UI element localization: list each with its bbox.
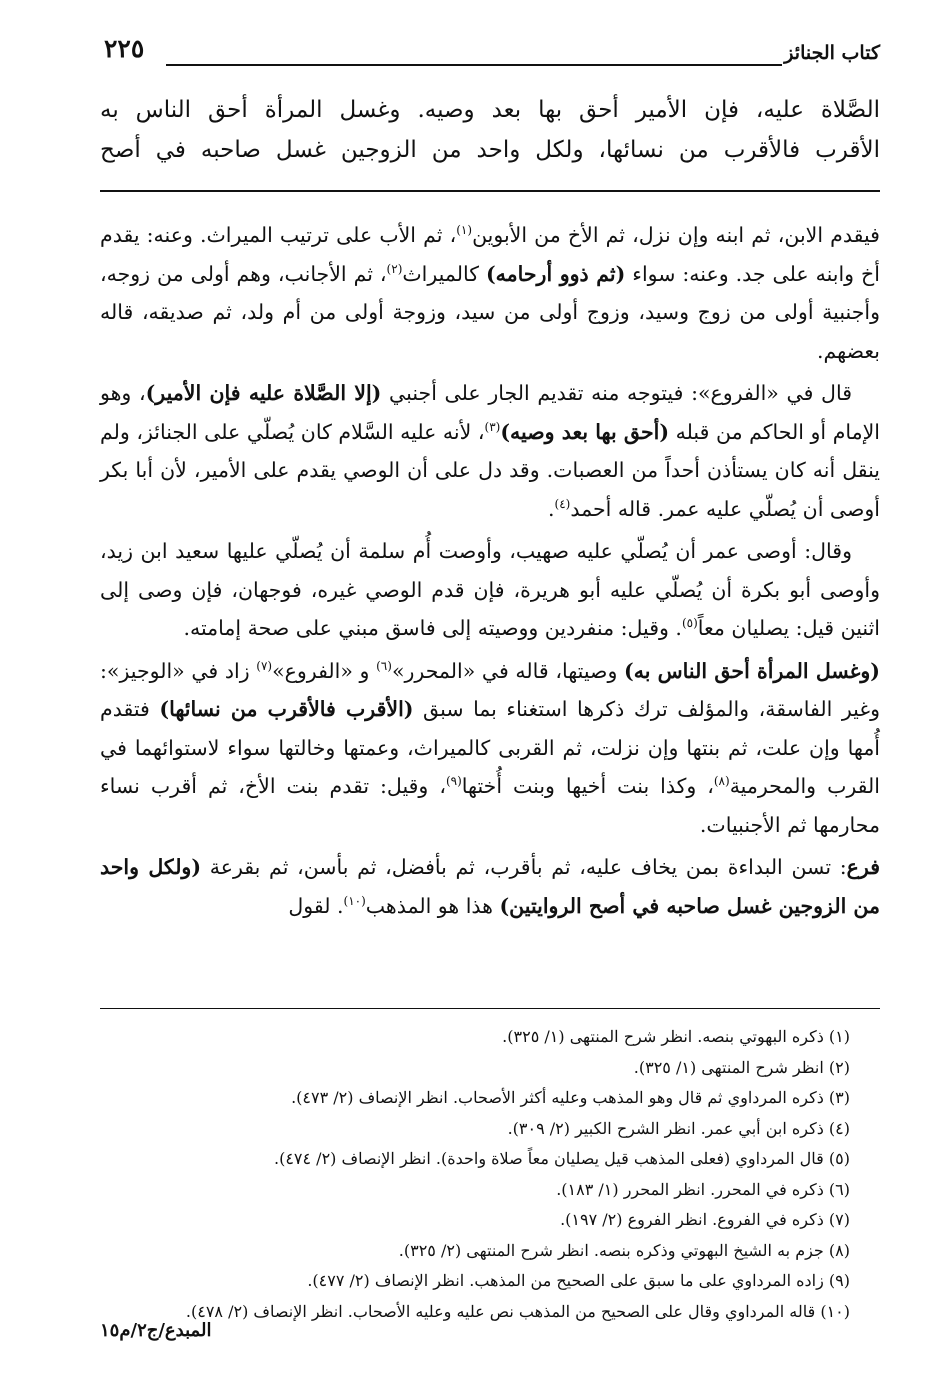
text-run: كالميراث xyxy=(402,261,486,286)
quoted-matn: (أحق بها بعد وصيه) xyxy=(500,419,670,444)
footnote-ref: (٨) xyxy=(713,774,730,789)
quoted-matn: (الأقرب فالأقرب من نسائها) xyxy=(159,697,414,721)
footnote: (٦) ذكره في المحرر. انظر المحرر (١/ ١٨٣). xyxy=(556,1179,850,1199)
footnote-ref: (١٠) xyxy=(343,893,366,908)
section-label: فرع xyxy=(846,855,880,879)
text-run: . xyxy=(547,496,555,521)
footnote: (٨) جزم به الشيخ البهوتي وذكره بنصه. انظر شرح المنتهى (٢/ ٣٢٥). xyxy=(398,1240,850,1260)
footnote: (٧) ذكره في الفروع. انظر الفروع (٢/ ١٩٧). xyxy=(560,1210,850,1229)
main-text-line: الأقرب فالأقرب من نسائها، ولكل واحد من الزوجين غسل صاحبه في أصح xyxy=(100,137,880,163)
footnote: (١٠) قاله المرداوي وقال على الصحيح من المذهب نص عليه وعليه الأصحاب. انظر الإنصاف (٢/ ٤٧٨). xyxy=(185,1301,850,1321)
commentary-paragraph xyxy=(100,532,880,648)
footnote: (٤) ذكره ابن أبي عمر. انظر الشرح الكبير (٢/ ٣٠٩). xyxy=(507,1118,850,1138)
footnote-ref: (٦) xyxy=(376,658,392,673)
quoted-matn: (ثم ذوو أرحامه) xyxy=(485,261,626,286)
footnote: (١) ذكره البهوتي بنصه. انظر شرح المنتهى (١/ ٣٢٥). xyxy=(502,1027,850,1046)
text-run: وصيتها، قاله في «المحرر» xyxy=(391,658,624,683)
text-run: فيقدم الابن، ثم ابنه وإن نزل، ثم الأخ من الأبوين xyxy=(472,223,880,247)
footnote: (٩) زاده المرداوي على ما سبق على الصحيح من المذهب. انظر الإنصاف (٢/ ٤٧٧). xyxy=(307,1271,850,1290)
page-number: ٢٢٥ xyxy=(104,34,145,63)
text-run: ، وكذا بنت أخيها وبنت أُختها xyxy=(461,774,714,798)
commentary-paragraph xyxy=(100,848,880,925)
quoted-matn: (وغسل المرأة أحق الناس به) xyxy=(624,658,880,683)
commentary-paragraph xyxy=(100,216,880,370)
book-title: كتاب الجنائز xyxy=(784,42,880,64)
book-page xyxy=(100,30,880,1350)
text-run: ، ثم الأب على ترتيب الميراث. وعنه: يقدم أخ وابنه على جد. وعنه: سواء xyxy=(100,223,880,286)
text-run: . وقيل: منفردين ووصيته إلى فاسق مبني على صحة إمامته. xyxy=(183,616,682,640)
footnote-ref: (١) xyxy=(456,223,473,238)
text-run: هذا هو المذهب xyxy=(365,893,500,918)
main-text-divider xyxy=(100,190,880,192)
footnote: (٢) انظر شرح المنتهى (١/ ٣٢٥). xyxy=(633,1057,850,1077)
footnote-divider xyxy=(100,1008,880,1009)
text-run: ، ثم الأجانب، وهم أولى من زوجه، وأجنبية أولى من زوج وسيد، وزوج أولى من سيد، وزوجة أولى من أم ولد، ثم صديقه، قاله بعضهم. xyxy=(100,261,880,363)
text-run: . لقول xyxy=(288,893,344,918)
commentary xyxy=(100,216,880,929)
footnote-ref: (٩) xyxy=(445,774,462,789)
text-run: ، وهو الإمام أو الحاكم من قبله xyxy=(100,381,881,444)
commentary-paragraph xyxy=(100,374,880,528)
footnote-ref: (٤) xyxy=(554,496,571,511)
header-rule xyxy=(166,64,782,66)
footnote-ref: (٥) xyxy=(681,616,698,631)
main-text-line: الصَّلاة عليه، فإن الأمير أحق بها بعد وصيه. وغسل المرأة أحق الناس به xyxy=(100,97,880,123)
quoted-matn: (ولكل واحد من الزوجين غسل صاحبه في أصح الروايتين) xyxy=(100,855,880,918)
footnote-ref: (٢) xyxy=(386,261,403,276)
text-run: : تسن البداءة بمن يخاف عليه، ثم بأقرب، ثم بأفضل، ثم بأسن، ثم بقرعة xyxy=(201,855,847,879)
footnote-ref: (٧) xyxy=(256,658,273,673)
commentary-paragraph xyxy=(100,652,880,845)
main-text xyxy=(100,90,880,170)
text-run: ، لأنه عليه السَّلام كان يُصلّي على الجنائز، ولم ينقل أنه كان يستأذن أحداً من العصبات. وقد دل على أن الوصي يقدم على الأمير، لأن أبا بكر أوصى أن يُصلّي عليه عمر. قاله أحمد xyxy=(100,419,880,521)
text-run: ، وقيل: تقدم بنت الأخ، ثم أقرب نساء محارمها ثم الأجنبيات. xyxy=(100,774,880,837)
page-header xyxy=(100,34,880,70)
footnotes xyxy=(100,1022,880,1327)
text-run: وقال: أوصى عمر أن يُصلّي عليه صهيب، وأوصت أُم سلمة أن يُصلّي عليها سعيد ابن زيد، وأوصى أبو بكرة أن يُصلّي عليه أبو هريرة، فإن قدم الوصي غيره، فوجهان، فإن وصى إلى اثنين قيل: يصليان معاً xyxy=(100,539,880,640)
footnote: (٣) ذكره المرداوي ثم قال وهو المذهب وعليه أكثر الأصحاب. انظر الإنصاف (٢/ ٤٧٣). xyxy=(291,1088,850,1107)
signature-mark: المبدع/ج٢/م١٥ xyxy=(100,1320,212,1341)
text-run: قال في «الفروع»: فيتوجه منه تقديم الجار على أجنبي xyxy=(381,381,852,405)
footnote-ref: (٣) xyxy=(484,419,501,434)
quoted-matn: (إلا الصَّلاة عليه فإن الأمير) xyxy=(145,381,382,405)
text-run: فتقدم أُمها وإن علت، ثم بنتها وإن نزلت، ثم القربى كالميراث، وعمتها وخالتها سواء لاستوائهما في القرب والمحرمية xyxy=(100,697,880,798)
text-run: و «الفروع» xyxy=(272,658,377,683)
text-run: زاد في «الوجيز»: وغير الفاسقة، والمؤلف ترك ذكرها استغناء بما سبق xyxy=(100,658,880,721)
footnote: (٥) قال المرداوي (فعلى المذهب قيل يصليان معاً صلاة واحدة). انظر الإنصاف (٢/ ٤٧٤). xyxy=(273,1149,850,1168)
